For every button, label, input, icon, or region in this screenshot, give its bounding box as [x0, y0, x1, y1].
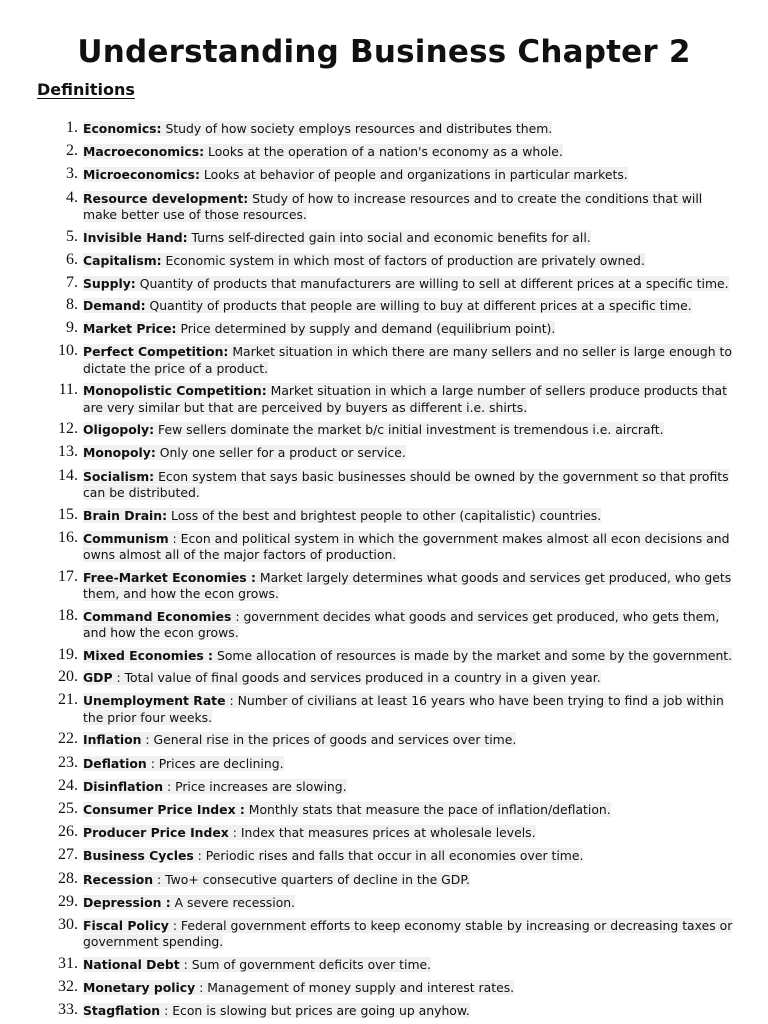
definition-highlight	[83, 422, 664, 437]
definition-number: 24.	[58, 776, 78, 794]
definition-term: Free-Market Economies :	[83, 569, 256, 585]
definition-text: : Periodic rises and falls that occur in all economies over time.	[193, 848, 584, 864]
definition-text: : Prices are declining.	[146, 755, 284, 771]
definition-text: Looks at the operation of a nation's economy as a whole.	[204, 144, 563, 160]
definition-body	[83, 977, 733, 997]
definition-number: 26.	[58, 823, 78, 841]
definition-highlight	[83, 732, 516, 747]
definition-body	[83, 164, 733, 184]
definition-highlight	[83, 756, 284, 771]
definition-body	[83, 645, 733, 665]
definition-term: Consumer Price Index :	[83, 801, 245, 817]
definition-text: : Index that measures prices at wholesale levels.	[228, 825, 536, 841]
definition-text: Study of how to increase resources and to create the conditions that will make better use of those resources.	[83, 190, 703, 223]
definition-text: Few sellers dominate the market b/c initial investment is tremendous i.e. aircraft.	[154, 422, 664, 438]
definition-body	[83, 753, 733, 773]
definition-body	[83, 118, 733, 138]
definition-body	[83, 606, 733, 642]
definition-text: : Federal government efforts to keep economy stable by increasing or decreasing taxes or government spending.	[83, 917, 733, 950]
definition-number: 13.	[58, 443, 78, 461]
definition-term: Fiscal Policy	[83, 917, 169, 933]
definition-body	[83, 954, 733, 974]
definition-item	[0, 567, 733, 603]
definition-item	[0, 799, 733, 819]
definition-text: : Price increases are slowing.	[163, 778, 347, 794]
definition-item	[0, 118, 733, 138]
definition-highlight	[83, 957, 431, 972]
definition-item	[0, 915, 733, 951]
definition-item	[0, 318, 733, 338]
definition-term: Mixed Economies :	[83, 647, 214, 663]
definition-item	[0, 892, 733, 912]
definition-number: 12.	[58, 420, 78, 438]
definition-text: Economic system in which most of factors of production are privately owned.	[161, 252, 645, 268]
definition-body	[83, 442, 733, 462]
definition-number: 29.	[58, 892, 78, 910]
definition-item	[0, 250, 733, 270]
definition-text: Price determined by supply and demand (equilibrium point).	[176, 320, 556, 336]
definition-item	[0, 442, 733, 462]
definition-body	[83, 776, 733, 796]
definition-text: Study of how society employs resources and distributes them.	[161, 121, 553, 136]
definition-highlight	[83, 693, 724, 725]
definition-highlight	[83, 848, 583, 863]
definition-term: Business Cycles	[83, 848, 194, 864]
definition-body	[83, 141, 733, 161]
definition-text: : Econ is slowing but prices are going up anyhow.	[160, 1003, 470, 1019]
definition-number: 11.	[58, 381, 78, 399]
definition-term: Deflation	[83, 755, 147, 771]
definition-number: 30.	[58, 915, 78, 933]
definition-text: : General rise in the prices of goods and services over time.	[141, 732, 517, 748]
definition-number: 33.	[58, 1001, 78, 1019]
definition-item	[0, 753, 733, 773]
definition-number: 22.	[58, 730, 78, 748]
definition-text: Market largely determines what goods and services get produced, who gets them, and how the econ grows.	[83, 569, 732, 602]
definition-item	[0, 667, 733, 687]
definition-body	[83, 799, 733, 819]
definition-text: : Total value of final goods and services produced in a country in a given year.	[112, 670, 601, 686]
definition-term: Macroeconomics:	[83, 144, 205, 160]
definition-body	[83, 690, 733, 726]
definition-number: 25.	[58, 799, 78, 817]
definition-highlight	[83, 121, 552, 136]
definition-text: Loss of the best and brightest people to other (capitalistic) countries.	[167, 507, 602, 523]
definition-item	[0, 729, 733, 749]
definition-term: Supply:	[83, 275, 136, 291]
definition-number: 23.	[58, 753, 78, 771]
definition-text: Market situation in which there are many sellers and no seller is large enough to dictate the price of a product.	[83, 344, 732, 376]
definition-body	[83, 892, 733, 912]
definition-term: Monopoly:	[83, 445, 156, 461]
definition-highlight	[83, 383, 727, 415]
definition-term: Monetary policy	[83, 980, 196, 996]
definition-item	[0, 845, 733, 865]
definition-number: 31.	[58, 954, 78, 972]
definition-item	[0, 419, 733, 439]
definition-text: Market situation in which a large number of sellers produce products that are very similar but that are perceived by buyers as different i.e. shirts.	[83, 383, 727, 415]
definition-body	[83, 505, 733, 525]
definition-highlight	[83, 802, 611, 817]
definition-body	[83, 188, 733, 224]
definition-body	[83, 567, 733, 603]
definition-number: 20.	[58, 668, 78, 686]
section-heading: Definitions	[37, 80, 135, 99]
definition-term: GDP	[83, 670, 113, 686]
definition-body	[83, 729, 733, 749]
definition-highlight	[83, 191, 702, 223]
definition-body	[83, 528, 733, 564]
definition-number: 21.	[58, 691, 78, 709]
definition-body	[83, 227, 733, 247]
definition-number: 9.	[66, 318, 78, 336]
definition-number: 16.	[58, 528, 78, 546]
definition-item	[0, 188, 733, 224]
definition-term: Oligopoly:	[83, 422, 155, 438]
definition-item	[0, 141, 733, 161]
definition-number: 6.	[66, 250, 78, 268]
definition-highlight	[83, 980, 514, 995]
definition-body	[83, 822, 733, 842]
definition-highlight	[83, 167, 628, 182]
definition-number: 8.	[66, 296, 78, 314]
definition-term: Resource development:	[83, 190, 249, 206]
definition-term: National Debt	[83, 956, 180, 972]
definition-text: : Management of money supply and interest rates.	[195, 980, 515, 996]
definition-number: 10.	[58, 342, 78, 360]
definition-number: 5.	[66, 227, 78, 245]
definition-term: Market Price:	[83, 320, 177, 336]
definition-term: Recession	[83, 871, 154, 887]
definition-highlight	[83, 648, 732, 663]
definition-highlight	[83, 918, 732, 950]
definition-text: Quantity of products that people are willing to buy at different prices at a specific time.	[145, 298, 692, 314]
definition-highlight	[83, 230, 591, 245]
definition-term: Communism	[83, 530, 169, 546]
definition-term: Socialism:	[83, 468, 155, 484]
document-title: Understanding Business Chapter 2	[77, 34, 691, 70]
definition-term: Capitalism:	[83, 252, 162, 268]
definition-highlight	[83, 253, 645, 268]
definition-item	[0, 295, 733, 315]
definition-text: Turns self-directed gain into social and economic benefits for all.	[187, 229, 591, 245]
definition-number: 18.	[58, 606, 78, 624]
definition-number: 3.	[66, 165, 78, 183]
definition-number: 14.	[58, 466, 78, 484]
definition-text: Looks at behavior of people and organizations in particular markets.	[199, 167, 628, 183]
definition-number: 28.	[58, 869, 78, 887]
definition-text: : government decides what goods and services get produced, who gets them, and how the econ grows.	[83, 608, 720, 641]
definition-highlight	[83, 670, 601, 685]
definition-text: A severe recession.	[170, 894, 296, 910]
definition-item	[0, 977, 733, 997]
definition-term: Depression :	[83, 894, 171, 910]
definition-term: Microeconomics:	[83, 167, 200, 183]
definition-item	[0, 227, 733, 247]
definition-item	[0, 164, 733, 184]
definition-number: 4.	[66, 188, 78, 206]
definition-item	[0, 273, 733, 293]
definition-text: Only one seller for a product or service.	[155, 445, 406, 461]
definition-term: Economics:	[83, 121, 162, 136]
definition-highlight	[83, 779, 347, 794]
definition-body	[83, 250, 733, 270]
definitions-list	[0, 118, 768, 1023]
definition-item	[0, 466, 733, 502]
definition-item	[0, 505, 733, 525]
definition-body	[83, 667, 733, 687]
definition-highlight	[83, 508, 601, 523]
definition-item	[0, 341, 733, 377]
definition-highlight	[83, 825, 536, 840]
definition-text: : Number of civilians at least 16 years who have been trying to find a job within the prior four weeks.	[83, 693, 724, 725]
definition-body	[83, 273, 733, 293]
definition-body	[83, 466, 733, 502]
definition-number: 1.	[66, 119, 78, 136]
definition-highlight	[83, 531, 729, 563]
definition-number: 15.	[58, 505, 78, 523]
definition-number: 32.	[58, 978, 78, 996]
definition-number: 2.	[66, 142, 78, 160]
definition-item	[0, 954, 733, 974]
definition-number: 27.	[58, 846, 78, 864]
definition-term: Perfect Competition:	[83, 344, 229, 360]
definition-highlight	[83, 344, 732, 376]
definition-text: Quantity of products that manufacturers are willing to sell at different prices at a specific time.	[135, 275, 729, 291]
definition-item	[0, 606, 733, 642]
definition-text: Monthly stats that measure the pace of inflation/deflation.	[244, 801, 611, 817]
definition-body	[83, 419, 733, 439]
definition-highlight	[83, 321, 555, 336]
definition-item	[0, 690, 733, 726]
definition-term: Inflation	[83, 732, 142, 748]
definition-body	[83, 869, 733, 889]
definition-term: Invisible Hand:	[83, 229, 188, 245]
definition-term: Disinflation	[83, 778, 164, 794]
definition-number: 19.	[58, 645, 78, 663]
definition-term: Producer Price Index	[83, 825, 229, 841]
definition-term: Stagflation	[83, 1003, 161, 1019]
definition-body	[83, 341, 733, 377]
definition-item	[0, 1000, 733, 1020]
definition-body	[83, 318, 733, 338]
definition-number: 17.	[58, 567, 78, 585]
definition-highlight	[83, 570, 731, 602]
definition-item	[0, 380, 733, 416]
definition-term: Brain Drain:	[83, 507, 168, 523]
definition-highlight	[83, 276, 729, 291]
definition-item	[0, 528, 733, 564]
definition-text: : Two+ consecutive quarters of decline in the GDP.	[153, 871, 470, 887]
definition-body	[83, 845, 733, 865]
definition-item	[0, 645, 733, 665]
definition-text: Some allocation of resources is made by the market and some by the government.	[213, 647, 733, 663]
definition-highlight	[83, 144, 563, 159]
definition-term: Unemployment Rate	[83, 693, 226, 709]
definition-highlight	[83, 609, 719, 641]
definition-term: Monopolistic Competition:	[83, 383, 267, 399]
definition-highlight	[83, 445, 406, 460]
definition-highlight	[83, 895, 295, 910]
definition-body	[83, 1000, 733, 1020]
definition-body	[83, 380, 733, 416]
definition-text: Econ system that says basic businesses should be owned by the government so that profits can be distributed.	[83, 468, 729, 500]
definition-body	[83, 915, 733, 951]
definition-text: : Sum of government deficits over time.	[179, 956, 432, 972]
definition-item	[0, 822, 733, 842]
definition-item	[0, 776, 733, 796]
definition-text: : Econ and political system in which the government makes almost all econ decisions and owns almost all of the major factors of production.	[83, 530, 730, 563]
definition-term: Demand:	[83, 298, 146, 314]
definition-highlight	[83, 469, 729, 501]
definition-highlight	[83, 298, 692, 313]
definition-term: Command Economies	[83, 608, 232, 624]
definition-highlight	[83, 1003, 470, 1018]
definition-body	[83, 295, 733, 315]
definition-number: 7.	[66, 273, 78, 291]
definition-item	[0, 869, 733, 889]
definition-highlight	[83, 872, 470, 887]
